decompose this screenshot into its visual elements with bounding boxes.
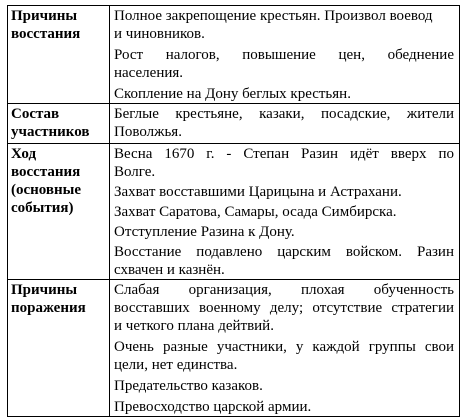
table-row-participants bbox=[8, 104, 460, 144]
content-line: и чиновников. bbox=[114, 26, 205, 42]
content-line: восставших военному делу; отсутствие стратегии bbox=[114, 300, 454, 316]
header-line: восстания bbox=[11, 164, 81, 180]
row-content-course bbox=[110, 144, 460, 280]
content-line: Весна 1670 г. - Степан Разин идёт вверх по bbox=[114, 146, 454, 162]
content-line: Беглые крестьяне, казаки, посадские, жители bbox=[114, 106, 454, 122]
content-line: Восстание подавлено царским войском. Разин bbox=[114, 244, 454, 260]
content-line: схвачен и казнён. bbox=[114, 262, 225, 278]
content-line: Захват восставшими Царицына и Астрахани. bbox=[114, 184, 402, 200]
header-line: поражения bbox=[11, 300, 86, 316]
header-line: Причины bbox=[11, 8, 78, 24]
content-line: Превосходство царской армии. bbox=[114, 399, 312, 415]
content-line: цели, нет единства. bbox=[114, 357, 238, 373]
content-line: Захват Саратова, Самары, осада Симбирска. bbox=[114, 204, 397, 220]
header-line: восстания bbox=[11, 26, 81, 42]
row-header-causes bbox=[8, 6, 110, 104]
row-header-course bbox=[8, 144, 110, 280]
row-content-defeat bbox=[110, 280, 460, 417]
row-header-participants bbox=[8, 104, 110, 144]
header-line: Причины bbox=[11, 282, 78, 298]
table-row-course bbox=[8, 144, 460, 280]
content-line: Очень разные участники, у каждой группы свои bbox=[114, 339, 454, 355]
header-line: события) bbox=[11, 200, 74, 216]
content-line: населения. bbox=[114, 65, 184, 81]
header-line: (основные bbox=[11, 182, 82, 198]
table-row-causes bbox=[8, 6, 460, 104]
content-line: и четкого плана дейтвий. bbox=[114, 318, 274, 334]
header-line: участников bbox=[11, 124, 90, 140]
header-line: Ход bbox=[11, 146, 37, 162]
content-line: Отступление Разина к Дону. bbox=[114, 224, 295, 240]
header-line: Состав bbox=[11, 106, 60, 122]
content-line: Предательство казаков. bbox=[114, 378, 263, 394]
content-line: Поволжья. bbox=[114, 124, 182, 140]
row-header-defeat bbox=[8, 280, 110, 417]
row-content-participants bbox=[110, 104, 460, 144]
content-line: Рост налогов, повышение цен, обеднение bbox=[114, 47, 454, 63]
table-row-defeat bbox=[8, 280, 460, 417]
content-line: Скопление на Дону беглых крестьян. bbox=[114, 86, 351, 102]
content-line: Полное закрепощение крестьян. Произвол воевод bbox=[114, 8, 433, 24]
razin-uprising-table bbox=[7, 5, 460, 417]
content-line: Волге. bbox=[114, 164, 156, 180]
row-content-causes bbox=[110, 6, 460, 104]
content-line: Слабая организация, плохая обученность bbox=[114, 282, 454, 298]
